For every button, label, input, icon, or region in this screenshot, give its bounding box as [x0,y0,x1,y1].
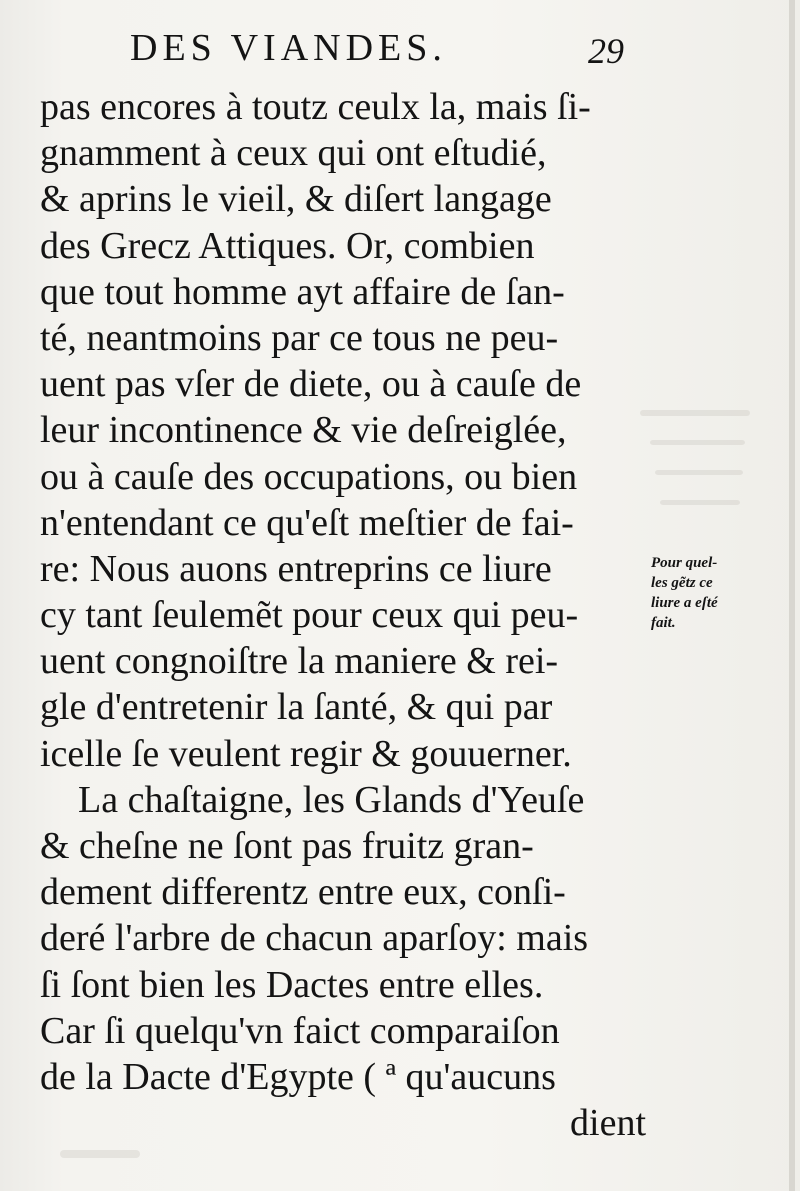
text-line: ou à cauſe des occupations, ou bien [40,455,578,498]
text-line: ſi ſont bien les Dactes entre elles. [40,963,544,1006]
text-line: & cheſne ne ſont pas fruitz gran- [40,825,534,867]
text-line: gle d'entretenir la ſanté, & qui par [40,686,553,729]
text-line: leur incontinence & vie deſreiglée, [40,409,567,452]
marginal-note-line: fait. [651,615,676,631]
text-line: pas encores à toutz ceulx la, mais ſi- [40,86,591,128]
text-line: de la Dacte d'Egypte ( ª qu'aucuns [40,1055,556,1098]
text-line: La chaſtaigne, les Glands d'Yeuſe [78,778,585,821]
marginal-note-line: Pour quel- [651,555,718,571]
text-line: Car ſi quelqu'vn faict comparaiſon [40,1009,560,1052]
text-line: re: Nous auons entreprins ce liure [40,547,552,590]
text-line: uent pas vſer de diete, ou à cauſe de [40,363,582,406]
catchword: dient [570,1102,646,1145]
text-line: dement differentz entre eux, conſi- [40,871,566,914]
text-line: n'entendant ce qu'eſt meſtier de fai- [40,501,574,544]
text-line: gnamment à ceux qui ont eſtudié, [40,132,547,175]
text-line: & aprins le vieil, & diſert langage [40,178,552,221]
text-line: des Grecz Attiques. Or, combien [40,224,535,267]
text-line: cy tant ſeulemẽt pour ceux qui peu- [40,594,579,637]
marginal-note-line: les gẽtz ce [651,575,713,591]
running-head: DES VIANDES. [130,27,447,69]
text-line: uent congnoiſtre la maniere & rei- [40,640,559,683]
marginal-note-line: liure a eſté [651,595,718,611]
text-line: deré l'arbre de chacun aparſoy: mais [40,917,589,960]
text-line: que tout homme ayt affaire de ſan- [40,270,565,313]
text-line: té, neantmoins par ce tous ne peu- [40,316,559,359]
marginal-note [651,553,767,633]
page-number: 29 [588,31,624,71]
text-line: icelle ſe veulent regir & gouuerner. [40,732,572,775]
body-text [40,84,646,1146]
